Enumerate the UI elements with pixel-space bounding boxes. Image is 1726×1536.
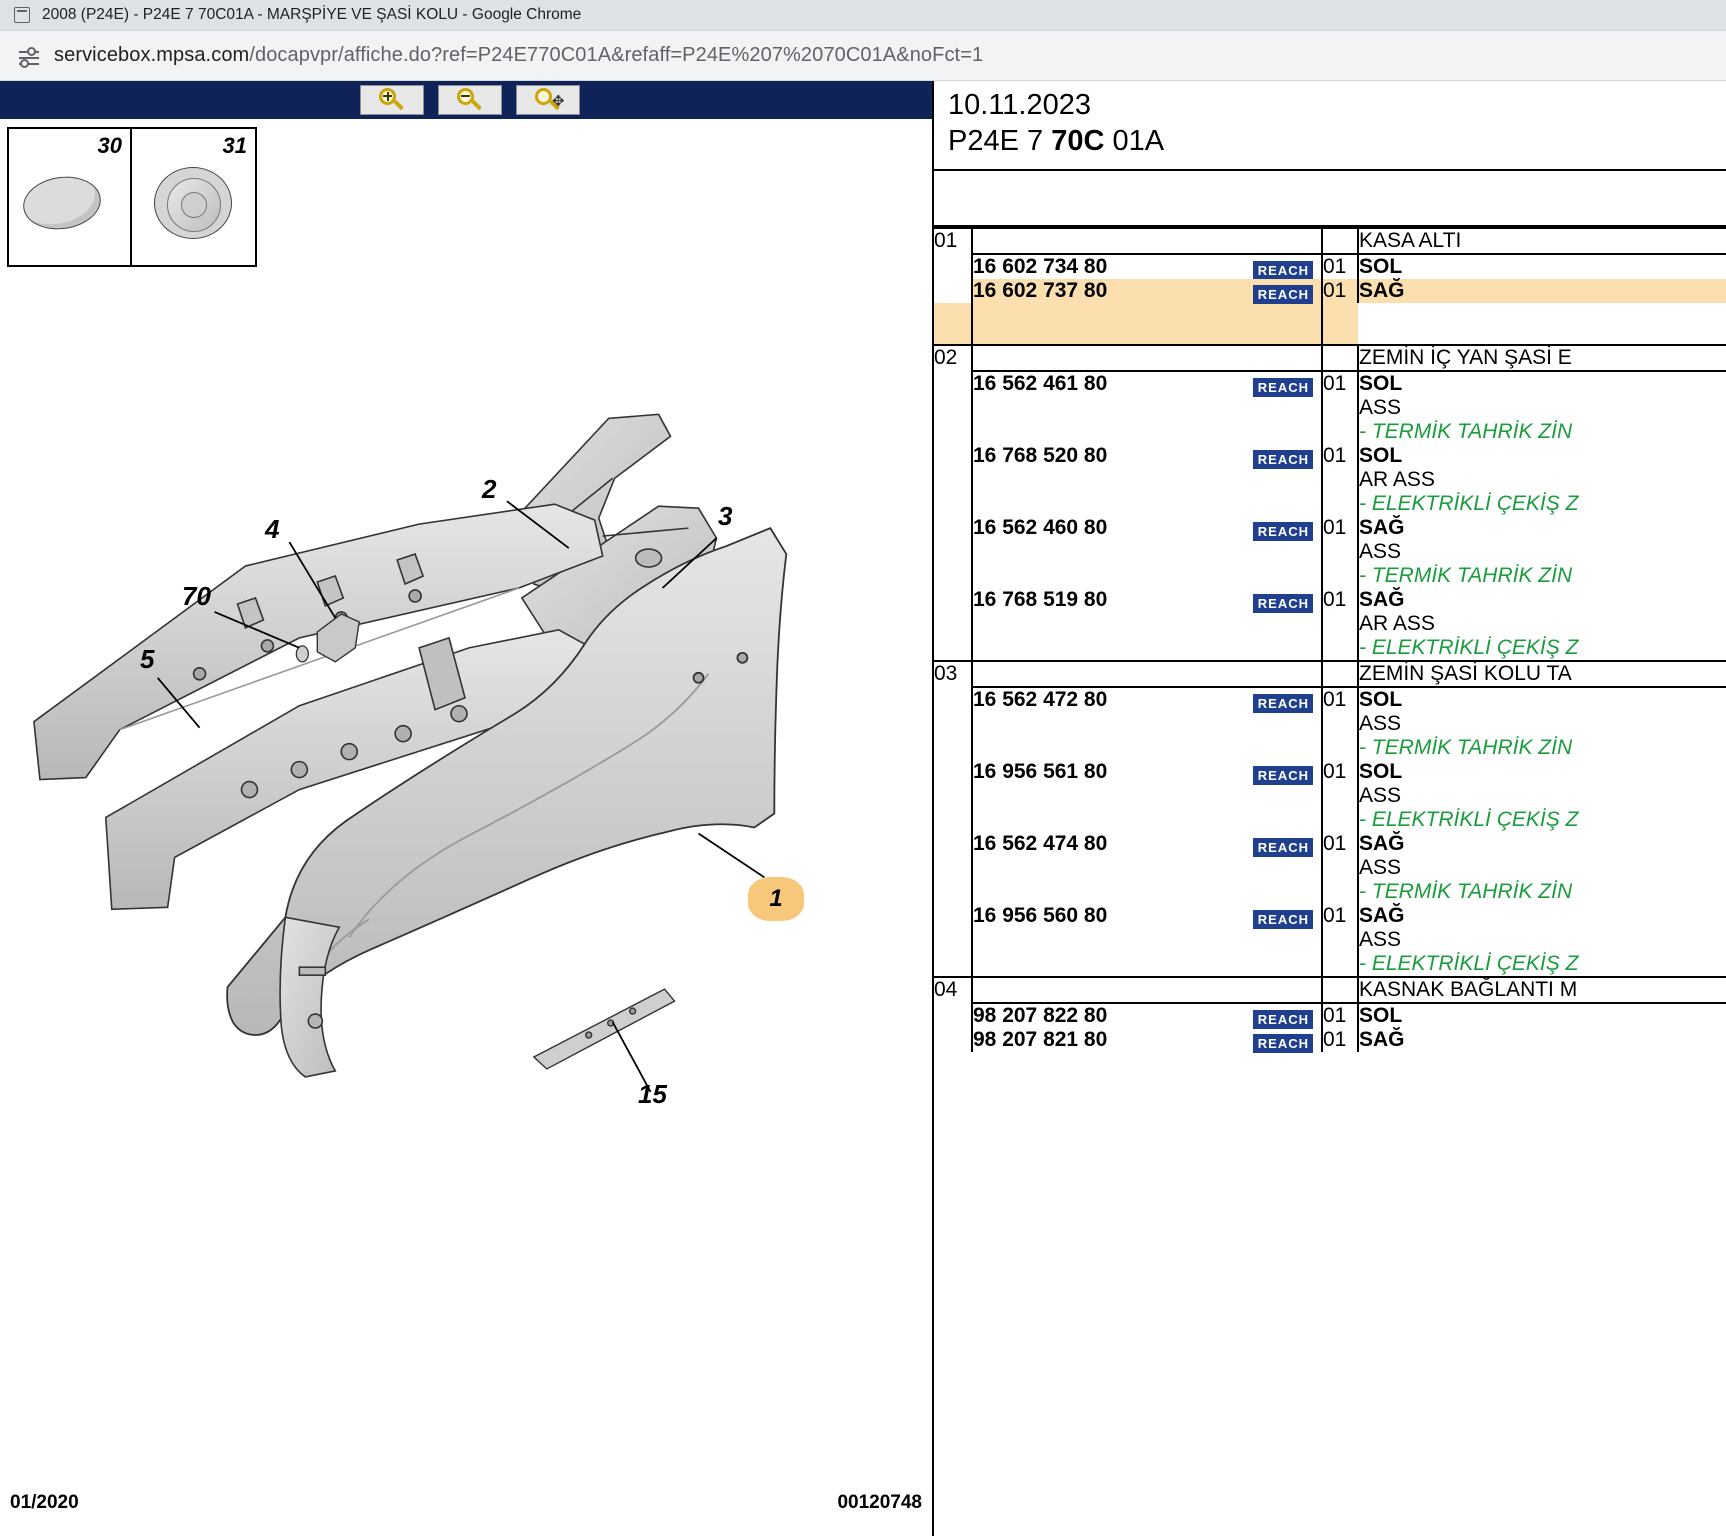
- part-quantity: 01: [1322, 516, 1358, 588]
- part-description: [1358, 444, 1726, 516]
- part-note: - ELEKTRİKLİ ÇEKİŞ Z: [1359, 808, 1579, 832]
- part-reference[interactable]: 16 562 460 80 REACH: [972, 516, 1322, 588]
- part-quantity: 01: [1322, 588, 1358, 661]
- reach-badge: REACH: [1253, 261, 1313, 280]
- table-row[interactable]: [934, 687, 1726, 760]
- ref-suffix: 01A: [1104, 125, 1165, 158]
- drawing-date: 01/2020: [10, 1492, 79, 1513]
- group-title: ZEMİN İÇ YAN ŞASİ E: [1358, 345, 1726, 371]
- part-subtext: ASS: [1359, 540, 1402, 564]
- part-quantity: 01: [1322, 1028, 1358, 1052]
- part-label-2: 2: [482, 474, 497, 504]
- window-title: 2008 (P24E) - P24E 7 70C01A - MARŞPİYE VE ŞASİ KOLU - Google Chrome: [42, 6, 582, 23]
- group-title-qty-cell: [1322, 977, 1358, 1003]
- part-note: - ELEKTRİKLİ ÇEKİŞ Z: [1359, 952, 1579, 976]
- part-reference[interactable]: 16 768 519 80 REACH: [972, 588, 1322, 661]
- url-text[interactable]: [54, 44, 983, 67]
- reach-badge: REACH: [1253, 522, 1313, 541]
- parts-panel: [934, 81, 1726, 1536]
- ref-prefix: P24E 7: [948, 125, 1052, 158]
- part-label-15: 15: [638, 1079, 667, 1109]
- part-description: [1358, 687, 1726, 760]
- zoom-out-button[interactable]: [438, 85, 502, 115]
- diagram-toolbar: [0, 81, 932, 119]
- table-row[interactable]: [934, 588, 1726, 661]
- group-title-qty-cell: [1322, 345, 1358, 371]
- browser-titlebar: [0, 0, 1726, 31]
- group-title-qty-cell: [1322, 661, 1358, 687]
- part-side: SOL: [1359, 1004, 1403, 1028]
- panel-header: [934, 81, 1726, 171]
- panel-subheader: [934, 171, 1726, 227]
- panel-reference: [948, 124, 1726, 159]
- part-reference[interactable]: 98 207 822 80 REACH: [972, 1003, 1322, 1028]
- part-quantity: 01: [1322, 904, 1358, 977]
- reach-badge: REACH: [1253, 910, 1313, 929]
- group-spacer: [934, 303, 1726, 345]
- exploded-view-drawing: [0, 119, 932, 1366]
- part-subtext: AR ASS: [1359, 612, 1435, 636]
- part-reference[interactable]: 16 562 461 80 REACH: [972, 371, 1322, 444]
- url-path: /docapvpr/affiche.do?ref=P24E770C01A&refaff=P24E%207%2070C01A&noFct=1: [249, 44, 984, 66]
- part-quantity: 01: [1322, 760, 1358, 832]
- part-subtext: ASS: [1359, 712, 1402, 736]
- part-note: - TERMİK TAHRİK ZİN: [1359, 420, 1573, 444]
- reach-badge: REACH: [1253, 766, 1313, 785]
- table-row[interactable]: [934, 516, 1726, 588]
- table-row[interactable]: [934, 1003, 1726, 1028]
- diagram-pane: [0, 81, 934, 1536]
- part-side: SOL: [1359, 688, 1403, 712]
- part-side: SAĞ: [1359, 279, 1405, 303]
- inset-number-30: 30: [97, 133, 122, 158]
- part-note: - TERMİK TAHRİK ZİN: [1359, 880, 1573, 904]
- group-index: 04: [934, 977, 972, 1052]
- part-description: [1358, 760, 1726, 832]
- spacer-cell: [934, 303, 972, 345]
- part-note: - TERMİK TAHRİK ZİN: [1359, 564, 1573, 588]
- group-title-row: [934, 661, 1726, 687]
- part-side: SOL: [1359, 255, 1403, 279]
- part-quantity: 01: [1322, 1003, 1358, 1028]
- group-title: KASNAK BAĞLANTI M: [1358, 977, 1726, 1003]
- site-settings-icon[interactable]: [14, 41, 44, 71]
- drawing-number: 00120748: [837, 1492, 922, 1513]
- group-index: 01: [934, 228, 972, 303]
- part-reference[interactable]: 16 562 472 80 REACH: [972, 687, 1322, 760]
- group-index: 03: [934, 661, 972, 977]
- page-content: [0, 81, 1726, 1536]
- reach-badge: REACH: [1253, 450, 1313, 469]
- inset-number-31: 31: [222, 133, 247, 158]
- group-title-ref-cell: [972, 228, 1322, 254]
- pan-icon: ✥: [533, 87, 563, 113]
- table-row[interactable]: [934, 371, 1726, 444]
- part-description: [1358, 279, 1726, 303]
- part-description: [1358, 1003, 1726, 1028]
- part-description: [1358, 588, 1726, 661]
- technical-drawing: [0, 119, 932, 1536]
- group-title-row: [934, 228, 1726, 254]
- part-quantity: 01: [1322, 687, 1358, 760]
- part-reference[interactable]: 98 207 821 80 REACH: [972, 1028, 1322, 1052]
- reach-badge: REACH: [1253, 378, 1313, 397]
- part-description: [1358, 516, 1726, 588]
- part-reference[interactable]: 16 602 737 80 REACH: [972, 279, 1322, 303]
- group-title: KASA ALTI: [1358, 228, 1726, 254]
- part-label-5: 5: [140, 644, 155, 674]
- part-subtext: ASS: [1359, 784, 1402, 808]
- zoom-out-icon: [455, 87, 485, 113]
- part-side: SOL: [1359, 444, 1403, 468]
- part-callout-1[interactable]: 1: [748, 877, 804, 921]
- table-row[interactable]: [934, 279, 1726, 303]
- parts-table: [934, 227, 1726, 1052]
- url-host: servicebox.mpsa.com: [54, 44, 250, 66]
- address-bar[interactable]: [0, 31, 1726, 81]
- part-note: - TERMİK TAHRİK ZİN: [1359, 736, 1573, 760]
- part-description: [1358, 1028, 1726, 1052]
- part-subtext: ASS: [1359, 396, 1402, 420]
- reach-badge: REACH: [1253, 1034, 1313, 1053]
- reach-badge: REACH: [1253, 1010, 1313, 1029]
- table-row[interactable]: [934, 1028, 1726, 1052]
- table-row[interactable]: [934, 832, 1726, 904]
- group-title-ref-cell: [972, 661, 1322, 687]
- part-subtext: AR ASS: [1359, 468, 1435, 492]
- part-description: [1358, 371, 1726, 444]
- part-description: [1358, 832, 1726, 904]
- table-row[interactable]: [934, 904, 1726, 977]
- part-subtext: ASS: [1359, 856, 1402, 880]
- part-side: SAĞ: [1359, 516, 1405, 540]
- part-label-70: 70: [182, 581, 211, 611]
- group-title: ZEMİN ŞASİ KOLU TA: [1358, 661, 1726, 687]
- part-reference[interactable]: 16 956 561 80 REACH: [972, 760, 1322, 832]
- part-note: - ELEKTRİKLİ ÇEKİŞ Z: [1359, 636, 1579, 660]
- reach-badge: REACH: [1253, 838, 1313, 857]
- reach-badge: REACH: [1253, 285, 1313, 304]
- group-index: 02: [934, 345, 972, 661]
- pan-button[interactable]: [516, 85, 580, 115]
- part-quantity: 01: [1322, 444, 1358, 516]
- part-reference[interactable]: 16 956 560 80 REACH: [972, 904, 1322, 977]
- spacer-cell: [972, 303, 1322, 345]
- group-title-ref-cell: [972, 345, 1322, 371]
- page-icon: [14, 7, 30, 23]
- spacer-cell: [1322, 303, 1358, 345]
- reach-badge: REACH: [1253, 694, 1313, 713]
- part-side: SOL: [1359, 372, 1403, 396]
- ref-bold: 70C: [1051, 125, 1105, 158]
- group-title-ref-cell: [972, 977, 1322, 1003]
- part-note: - ELEKTRİKLİ ÇEKİŞ Z: [1359, 492, 1579, 516]
- panel-date: 10.11.2023: [948, 89, 1091, 121]
- group-title-qty-cell: [1322, 228, 1358, 254]
- part-quantity: 01: [1322, 832, 1358, 904]
- part-side: SAĞ: [1359, 904, 1405, 928]
- part-description: [1358, 904, 1726, 977]
- part-description: [1358, 254, 1726, 279]
- part-reference[interactable]: 16 602 734 80 REACH: [972, 254, 1322, 279]
- part-quantity: 01: [1322, 279, 1358, 303]
- part-side: SAĞ: [1359, 588, 1405, 612]
- part-subtext: ASS: [1359, 928, 1402, 952]
- table-row[interactable]: [934, 254, 1726, 279]
- group-title-row: [934, 977, 1726, 1003]
- part-quantity: 01: [1322, 371, 1358, 444]
- table-row[interactable]: [934, 760, 1726, 832]
- part-label-3: 3: [718, 501, 733, 531]
- table-row[interactable]: [934, 444, 1726, 516]
- part-reference[interactable]: 16 768 520 80 REACH: [972, 444, 1322, 516]
- part-side: SOL: [1359, 760, 1403, 784]
- part-quantity: 01: [1322, 254, 1358, 279]
- group-title-row: [934, 345, 1726, 371]
- part-label-4: 4: [265, 514, 280, 544]
- part-side: SAĞ: [1359, 832, 1405, 856]
- part-side: SAĞ: [1359, 1028, 1405, 1052]
- part-reference[interactable]: 16 562 474 80 REACH: [972, 832, 1322, 904]
- zoom-in-button[interactable]: [360, 85, 424, 115]
- zoom-in-icon: [377, 87, 407, 113]
- reach-badge: REACH: [1253, 594, 1313, 613]
